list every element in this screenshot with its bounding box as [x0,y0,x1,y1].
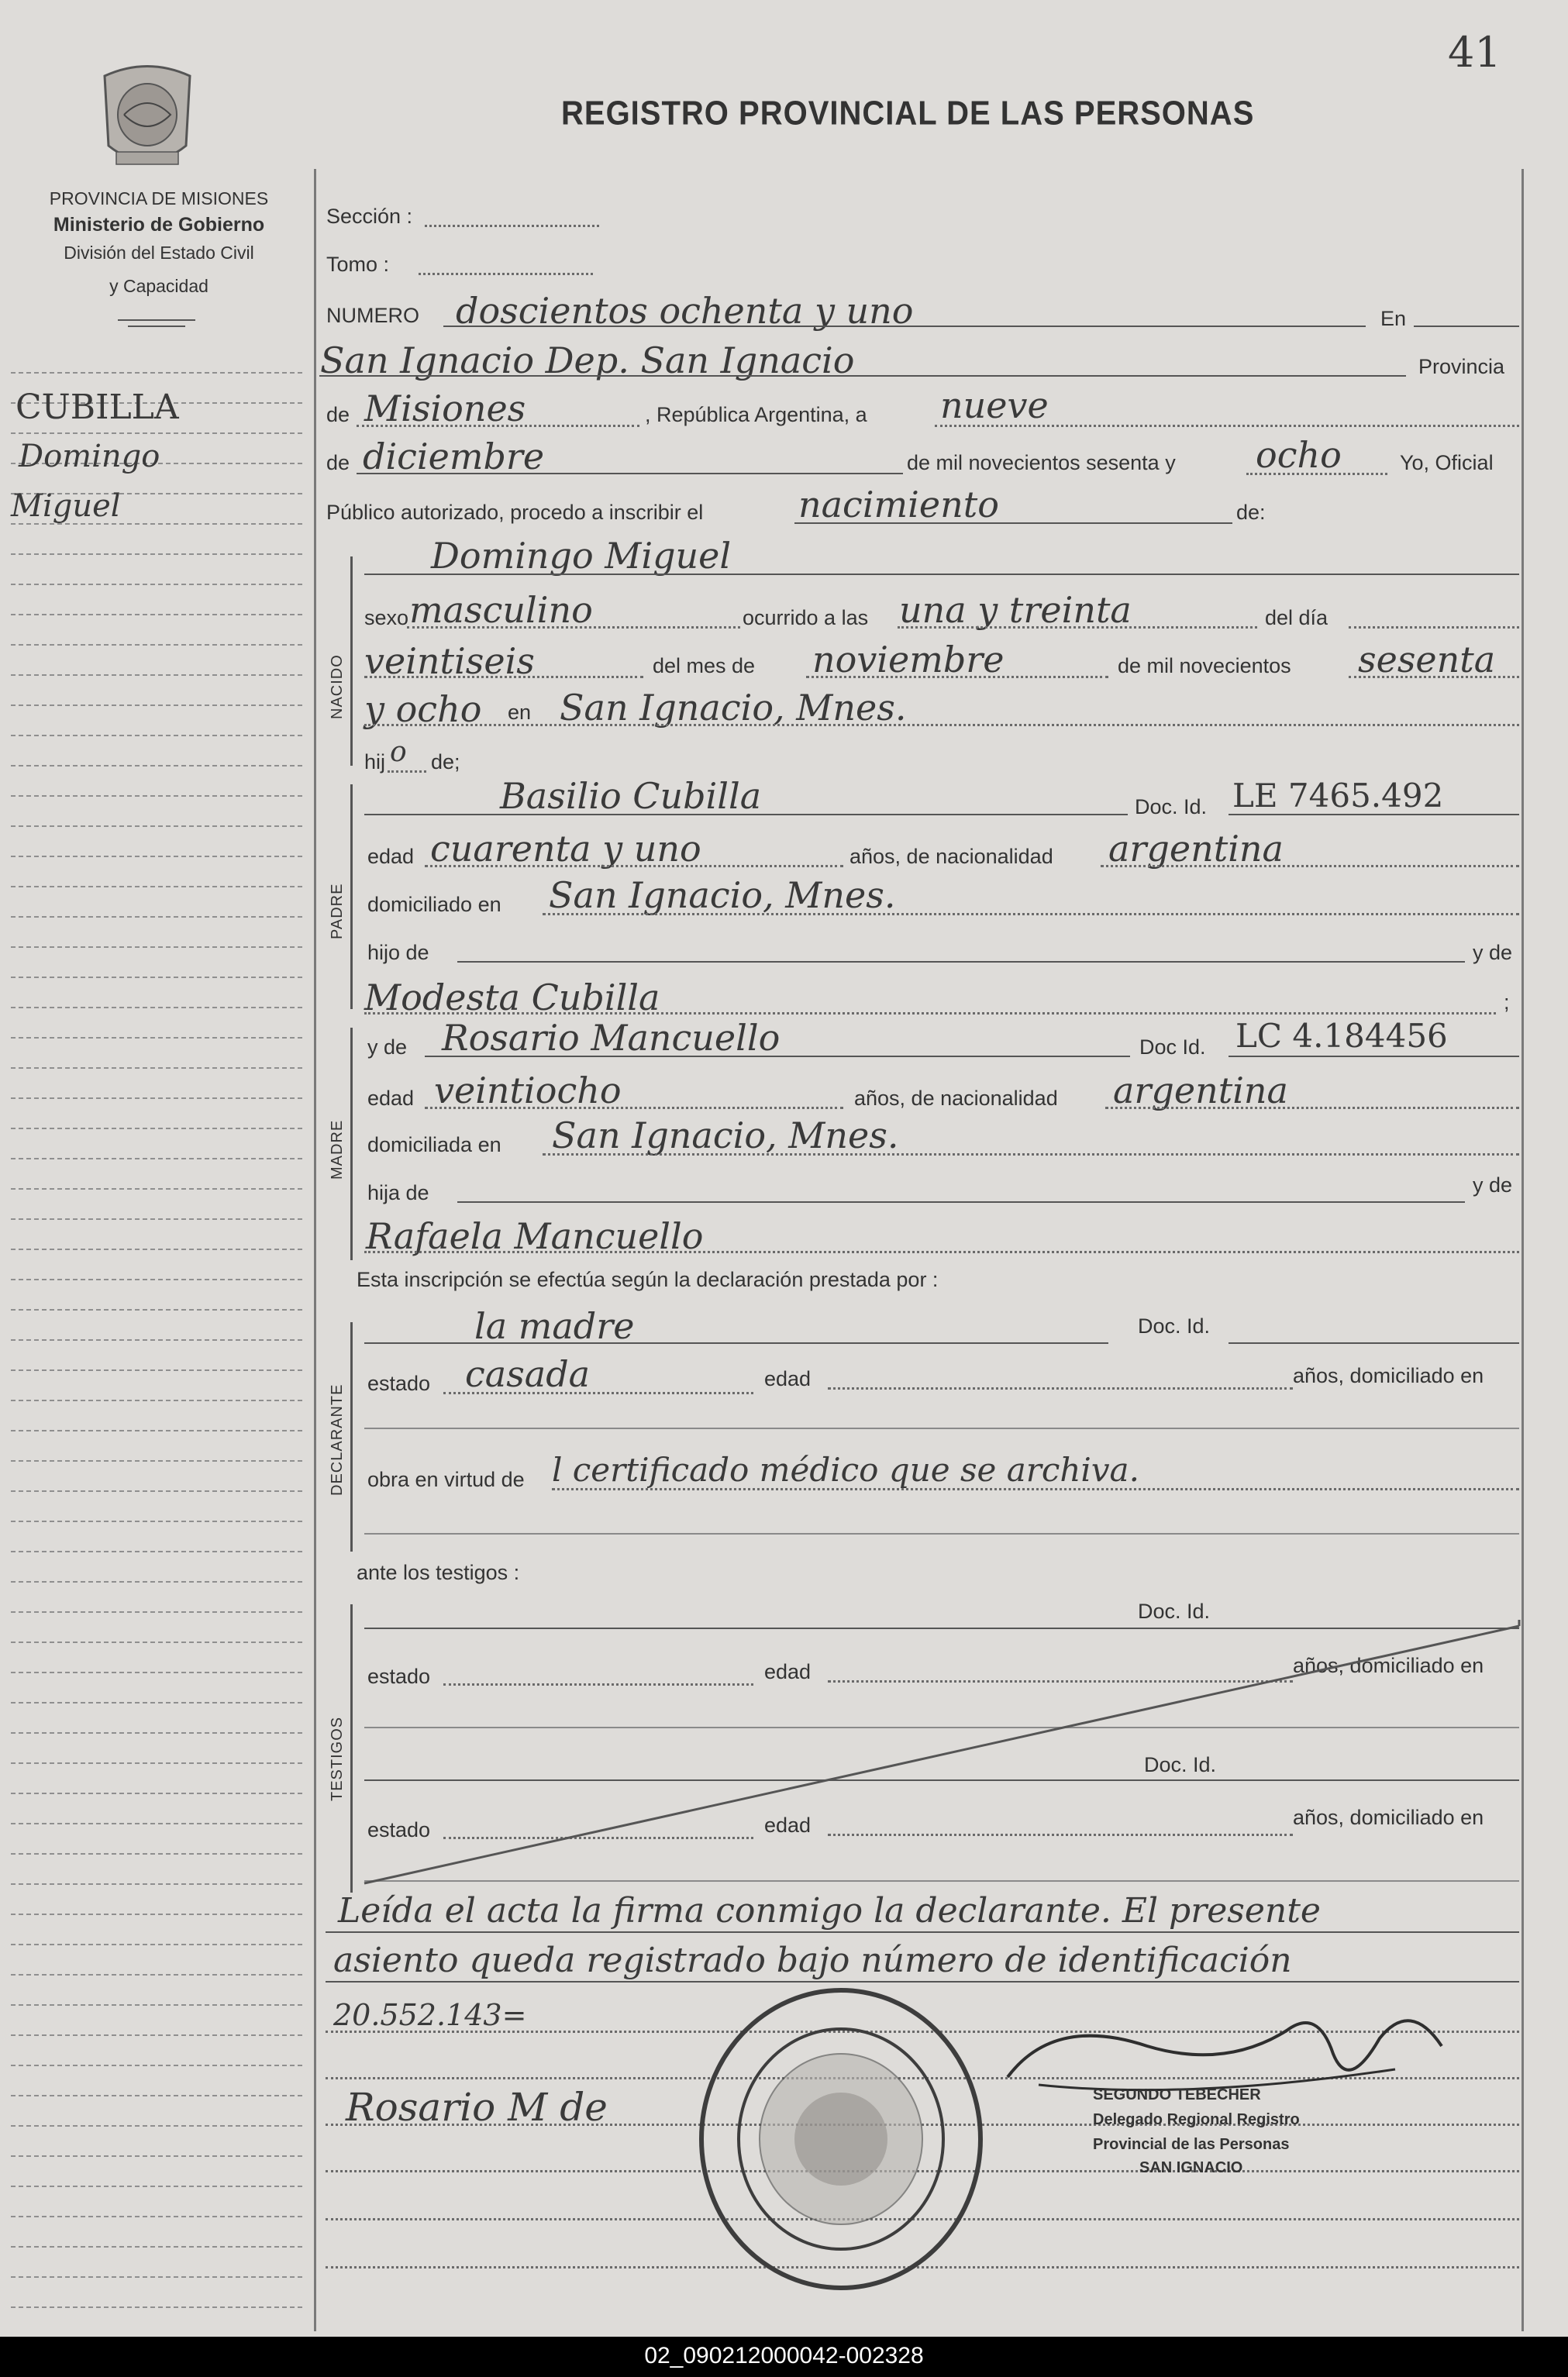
declarante-obra-value: l certificado médico que se archiva. [552,1451,1139,1489]
stamp-line-3: Provincial de las Personas [1093,2136,1290,2153]
hij-line [388,770,426,773]
capacity-label: y Capacidad [109,276,208,296]
margin-line [11,1490,302,1492]
ministry-label: Ministerio de Gobierno [53,214,265,236]
testigo1-anios-label: años, domiciliado en [1293,1654,1484,1677]
padre-nac-label: años, de nacionalidad [849,845,1053,868]
footer-bar [0,2337,1568,2377]
padre-edad-line [425,865,843,867]
province-label: PROVINCIA DE MISIONES [49,188,269,208]
margin-line [11,1279,302,1280]
margin-line [11,886,302,887]
stamp-line-4: SAN IGNACIO [1139,2159,1243,2176]
nacido-mes-value: noviembre [812,639,1005,680]
margin-line [11,432,302,434]
header-divider-2 [128,326,185,327]
madre-bracket [350,1028,353,1260]
nacido-anio-line [1349,676,1519,678]
del-dia-line [1349,626,1519,629]
anio-value: ocho [1256,434,1342,476]
testigo2-estado-label: estado [367,1818,431,1841]
declarante-anios-label: años, domiciliado en [1293,1364,1484,1387]
padre-edad-label: edad [367,845,415,868]
margin-given-1: Domingo [19,439,160,474]
margin-line [11,2186,302,2187]
cancel-strike [357,1620,1527,1891]
dia-line [935,425,1519,427]
numero-value: doscientos ochenta y uno [456,290,914,332]
margin-line [11,1702,302,1704]
margin-surname: CUBILLA [16,388,179,427]
madre-yde-label: y de [367,1035,408,1059]
page-number: 41 [1448,28,1501,77]
declarante-estado-label: estado [367,1372,431,1395]
madre-doc-line [1229,1056,1519,1057]
margin-line [11,1793,302,1794]
nacido-mes-line [806,676,1108,678]
margin-line [11,765,302,766]
margin-line [11,1218,302,1220]
margin-line [11,2004,302,2006]
testigo2-edad-label: edad [764,1814,812,1837]
padre-madre-value: Modesta Cubilla [364,977,660,1018]
margin-line [11,1460,302,1462]
lugar-line [319,375,1406,377]
margin-line [11,1400,302,1401]
madre-madre-line [364,1251,1519,1253]
provincia-line [357,425,639,427]
acto-line [794,522,1232,524]
provincia-label: Provincia [1418,355,1505,378]
padre-semicolon: ; [1504,990,1510,1014]
padre-nombre-line [364,814,1128,815]
padre-doc-line [1229,814,1519,815]
testigo1-edad-label: edad [764,1660,812,1683]
nacido-dia-line [364,676,643,678]
nacido-section-label: NACIDO [329,654,346,719]
declarante-doc-label: Doc. Id. [1138,1314,1211,1338]
declarante-obra-label: obra en virtud de [367,1468,525,1491]
margin-line [11,1037,302,1039]
madre-doc-value: LC 4.184456 [1235,1017,1448,1055]
padre-dom-label: domiciliado en [367,893,501,916]
padre-nombre-value: Basilio Cubilla [500,775,762,817]
stamp-line-1: SEGUNDO TEBECHER [1093,2086,1261,2103]
margin-line [11,1611,302,1613]
right-vertical-rule [1521,169,1524,2331]
margin-line [11,1672,302,1673]
signature-place: Rosario M de [346,2085,608,2130]
madre-hija-line [457,1201,1465,1203]
padre-nac-line [1101,865,1519,867]
padre-doc-label: Doc. Id. [1135,795,1208,818]
madre-nac-value: argentina [1113,1070,1288,1111]
main-vertical-rule [314,169,316,2331]
margin-line [11,1309,302,1311]
declarante-edad-line [828,1387,1293,1390]
margin-line [11,1067,302,1069]
provincia-value: Misiones [364,388,526,429]
margin-line [11,1944,302,1945]
nacido-bracket [350,556,353,766]
hora-value: una y treinta [899,589,1132,631]
declarante-edad-label: edad [764,1367,812,1390]
padre-dom-value: San Ignacio, Mnes. [549,874,896,916]
madre-dom-value: San Ignacio, Mnes. [552,1114,899,1156]
yo-label: Yo, Oficial [1400,451,1494,474]
del-dia-label: del día [1265,606,1328,629]
padre-hijo-label: hijo de [367,941,429,964]
margin-line [11,1581,302,1583]
margin-line [11,584,302,585]
seccion-line [425,225,599,227]
closing-line-1: Leída el acta la firma conmigo la declarante. El presente [338,1891,1321,1931]
declarante-doc-line [1229,1342,1519,1344]
header-divider [118,319,195,321]
official-round-seal [694,1984,988,2294]
declarante-nombre-line [364,1342,1108,1344]
nacido-anio-value: sesenta [1358,639,1496,680]
testigo1-doc-label: Doc. Id. [1138,1600,1211,1623]
madre-nombre-value: Rosario Mancuello [442,1017,781,1059]
padre-nac-value: argentina [1108,828,1284,870]
margin-line [11,2065,302,2066]
declarante-estado-line [443,1392,753,1394]
margin-line [11,2246,302,2248]
division-label: División del Estado Civil [64,243,254,263]
anio-line [1246,473,1387,475]
nacido-dia-value: veintiseis [364,640,535,682]
margin-line [11,704,302,706]
madre-nombre-line [425,1056,1130,1057]
margin-line [11,1369,302,1371]
margin-line [11,1732,302,1734]
margin-line [11,1551,302,1552]
margin-line [11,372,302,374]
margin-line [11,916,302,918]
sexo-line [407,626,740,629]
declarante-nombre-value: la madre [474,1305,635,1347]
closing-line-1-rule [326,1931,1519,1933]
padre-yde-label: y de [1473,941,1513,964]
margin-line [11,1430,302,1431]
testigos-intro: ante los testigos : [357,1561,520,1584]
margin-line [11,644,302,646]
margin-line [11,946,302,948]
madre-hija-label: hija de [367,1181,429,1204]
margin-line [11,1097,302,1099]
margin-line [11,1339,302,1341]
margin-line [11,1128,302,1129]
nacido-en-label: en [508,701,532,724]
nombre-value: Domingo Miguel [431,535,732,577]
hij-label: hij [364,750,386,773]
margin-line [11,1521,302,1522]
seccion-label: Sección : [326,205,413,228]
margin-line [11,825,302,827]
margin-line [11,1642,302,1643]
margin-line [11,1007,302,1008]
hora-line [898,626,1257,629]
margin-line [11,614,302,615]
testigos-section-label: TESTIGOS [329,1716,346,1801]
margin-given-2: Miguel [11,488,121,524]
footer-id: 02_090212000042-002328 [644,2343,924,2368]
ocurrido-label: ocurrido a las [743,606,869,629]
declarante-blank-line-2 [364,1533,1519,1535]
coat-of-arms-seal [93,60,202,181]
de-label: de [326,403,350,426]
padre-madre-line [364,1012,1496,1015]
padre-bracket [350,784,353,1009]
hij-de-label: de; [431,750,460,773]
lugar-value: San Ignacio Dep. San Ignacio [320,339,855,381]
padre-dom-line [543,913,1519,915]
closing-line-2: asiento queda registrado bajo número de identificación [333,1941,1292,1980]
page-title: REGISTRO PROVINCIAL DE LAS PERSONAS [561,94,1255,133]
margin-line [11,2216,302,2217]
tomo-line [419,273,593,275]
republica-label: , República Argentina, a [645,403,867,426]
declarante-section-label: DECLARANTE [329,1383,346,1496]
sexo-label: sexo [364,606,409,629]
testigo2-doc-label: Doc. Id. [1144,1753,1217,1776]
madre-yde2-label: y de [1473,1173,1513,1197]
nacido-mes-label: del mes de [653,654,756,677]
margin-line [11,856,302,857]
declarante-intro: Esta inscripción se efectúa según la declaración prestada por : [357,1268,939,1291]
madre-nac-label: años, de nacionalidad [854,1087,1058,1110]
margin-line [11,1158,302,1159]
margin-line [11,1823,302,1824]
margin-line [11,1974,302,1976]
madre-edad-line [425,1107,843,1109]
margin-line [11,2034,302,2036]
stamp-line-2: Delegado Regional Registro [1093,2111,1300,2128]
mes-value: diciembre [363,436,545,477]
hij-value: o [390,736,407,768]
madre-section-label: MADRE [329,1119,346,1180]
sexo-value: masculino [409,589,593,631]
madre-dom-line [543,1153,1519,1156]
nombre-line [364,574,1519,575]
margin-line [11,2306,302,2308]
tomo-label: Tomo : [326,253,390,276]
margin-line [11,2125,302,2127]
margin-line [11,1762,302,1764]
testigos-bracket [350,1604,353,1893]
margin-line [11,1883,302,1885]
nacido-anio-value-2: y ocho [364,688,482,730]
margin-line [11,1853,302,1855]
padre-edad-value: cuarenta y uno [430,828,701,870]
declarante-estado-value: casada [465,1353,591,1395]
numero-line [443,326,1366,327]
closing-line-2-rule [326,1981,1519,1983]
margin-line [11,674,302,676]
madre-doc-label: Doc Id. [1139,1035,1206,1059]
margin-line [11,1249,302,1250]
mes-line [357,473,903,474]
madre-edad-value: veintiocho [434,1070,622,1111]
nacido-lugar-line [364,724,1519,726]
en-label: En [1380,307,1407,330]
mil-label: de mil novecientos sesenta y [907,451,1176,474]
declarante-blank-line [364,1428,1519,1429]
margin-line [11,553,302,555]
margin-line [11,735,302,736]
margin-line [11,2155,302,2157]
padre-doc-value: LE 7465.492 [1232,777,1444,815]
dia-value: nueve [940,384,1049,426]
testigo2-anios-label: años, domiciliado en [1293,1806,1484,1829]
madre-dom-label: domiciliada en [367,1133,501,1156]
madre-madre-value: Rafaela Mancuello [366,1215,704,1257]
closing-line-3: 20.552.143= [333,1998,527,2032]
margin-line [11,977,302,978]
de-mes-label: de [326,451,350,474]
acto-value: nacimiento [798,484,999,525]
madre-nac-line [1105,1107,1519,1109]
declarante-obra-line [552,1488,1519,1490]
margin-line [11,1914,302,1915]
publico-label: Público autorizado, procedo a inscribir el [326,501,704,524]
nacido-lugar-value: San Ignacio, Mnes. [560,687,907,729]
margin-line [11,2095,302,2096]
margin-line [11,1188,302,1190]
madre-edad-label: edad [367,1087,415,1110]
testigo1-estado-label: estado [367,1665,431,1688]
nacido-mil-label: de mil novecientos [1118,654,1291,677]
declarante-bracket [350,1322,353,1552]
margin-line [11,2276,302,2278]
en-line [1414,326,1519,327]
numero-label: NUMERO [326,304,419,327]
de2-label: de: [1236,501,1266,524]
padre-hijo-line [457,961,1465,963]
padre-section-label: PADRE [329,883,346,939]
margin-line [11,795,302,797]
